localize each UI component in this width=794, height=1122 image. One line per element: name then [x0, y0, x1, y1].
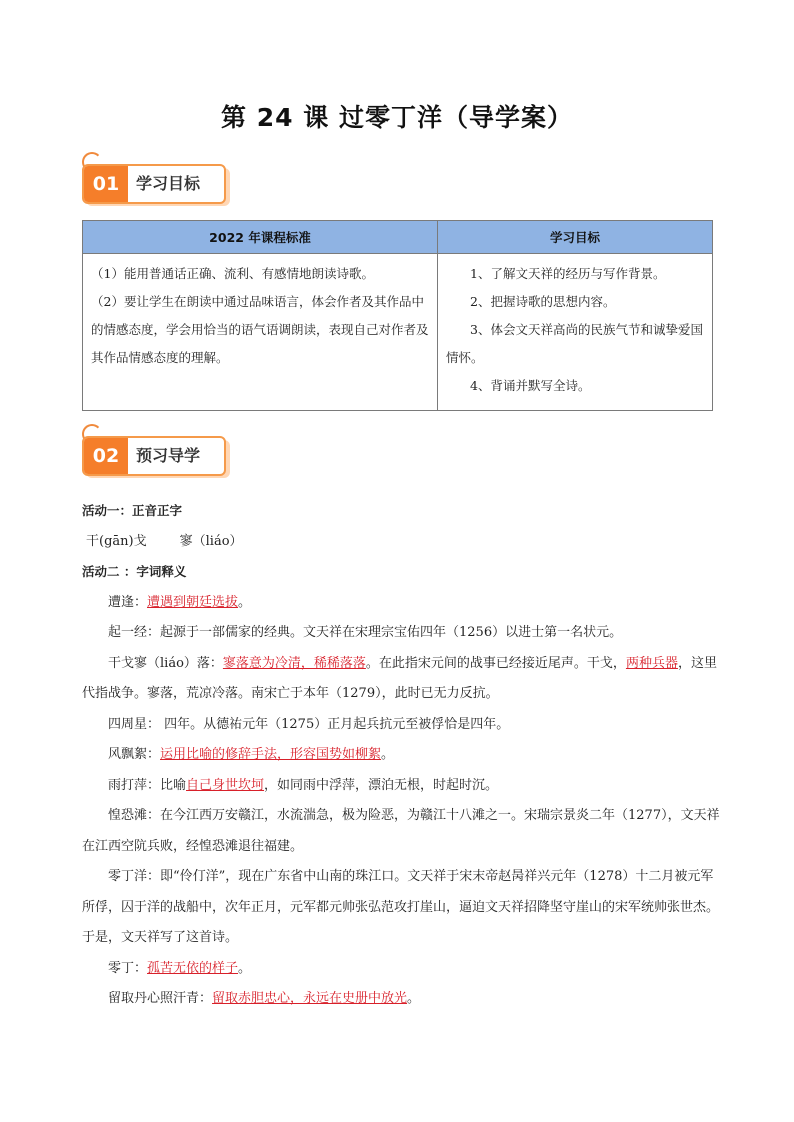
page-title: 第 24 课 过零丁洋（导学案）	[221, 103, 573, 132]
section-badge-goals	[82, 164, 230, 206]
goals-table	[82, 220, 713, 411]
table-header-goals: 学习目标	[438, 221, 713, 254]
activity2-heading: 活动二 ：字词释义	[82, 564, 187, 579]
goals-cell	[438, 254, 713, 411]
activity1-heading: 活动一：正音正字	[82, 503, 183, 518]
section-label: 学习目标	[136, 174, 201, 193]
gloss-item: 风飘絮：运用比喻的修辞手法，形容国势如柳絮。	[108, 747, 395, 762]
table-header-standard: 2022 年课程标准	[83, 221, 438, 254]
goal-item: 2、把握诗歌的思想内容。	[470, 294, 616, 309]
standard-cell	[83, 254, 438, 411]
goal-item: 1、了解文天祥的经历与写作背景。	[470, 266, 666, 281]
section-number: 02	[84, 438, 128, 474]
gloss-item: 零丁：孤苦无依的样子。	[108, 960, 252, 976]
section-label: 预习导学	[136, 446, 201, 465]
pronunciation-line: 干(gān)戈 寥（liáo）	[86, 533, 243, 549]
standard-item: （1）能用普通话正确、流利、有感情地朗读诗歌。	[91, 266, 374, 281]
gloss-item: 干戈寥（liáo）落：寥落意为冷清，稀稀落落。在此指宋元间的战事已经接近尾声。干戈，两种兵器，这里代指战争。寥落，荒凉冷落。南宋亡于本年（1279），此时已无力反抗。	[82, 655, 717, 701]
section-number: 01	[84, 166, 128, 202]
gloss-item: 惶恐滩：在今江西万安赣江，水流湍急，极为险恶，为赣江十八滩之一。宋瑞宗景炎二年（1277），文天祥在江西空阬兵败，经惶恐滩退往福建。	[82, 808, 720, 854]
gloss-item: 雨打萍：比喻自己身世坎坷，如同雨中浮萍，漂泊无根，时起时沉。	[108, 777, 499, 793]
standard-item: （2）要让学生在朗读中通过品味语言，体会作者及其作品中的情感态度，学会用恰当的语气语调朗读，表现自己对作者及其作品情感态度的理解。	[91, 294, 429, 365]
goal-item: 3、体会文天祥高尚的民族气节和诚挚爱国情怀。	[446, 322, 703, 365]
gloss-item: 四周星： 四年。从德祐元年（1275）正月起兵抗元至被俘恰是四年。	[108, 716, 510, 732]
gloss-item: 留取丹心照汗青：留取赤胆忠心，永远在史册中放光。	[108, 991, 421, 1006]
section-badge-preview	[82, 436, 230, 478]
gloss-item: 起一经：起源于一部儒家的经典。文天祥在宋理宗宝佑四年（1256）以进士第一名状元。	[108, 625, 623, 640]
gloss-item: 遭逢：遭遇到朝廷选拔。	[108, 594, 252, 610]
gloss-item: 零丁洋：即“伶仃洋”，现在广东省中山南的珠江口。文天祥于宋末帝赵昺祥兴元年（1278）十二月被元军所俘，囚于洋的战船中，次年正月，元军都元帅张弘范攻打崖山，逼迫文天祥招降坚守崖山的宋军统帅张世杰。于是，文天祥写了这首诗。	[82, 869, 720, 945]
goal-item: 4、背诵并默写全诗。	[470, 378, 591, 393]
preview-content	[82, 496, 722, 1015]
